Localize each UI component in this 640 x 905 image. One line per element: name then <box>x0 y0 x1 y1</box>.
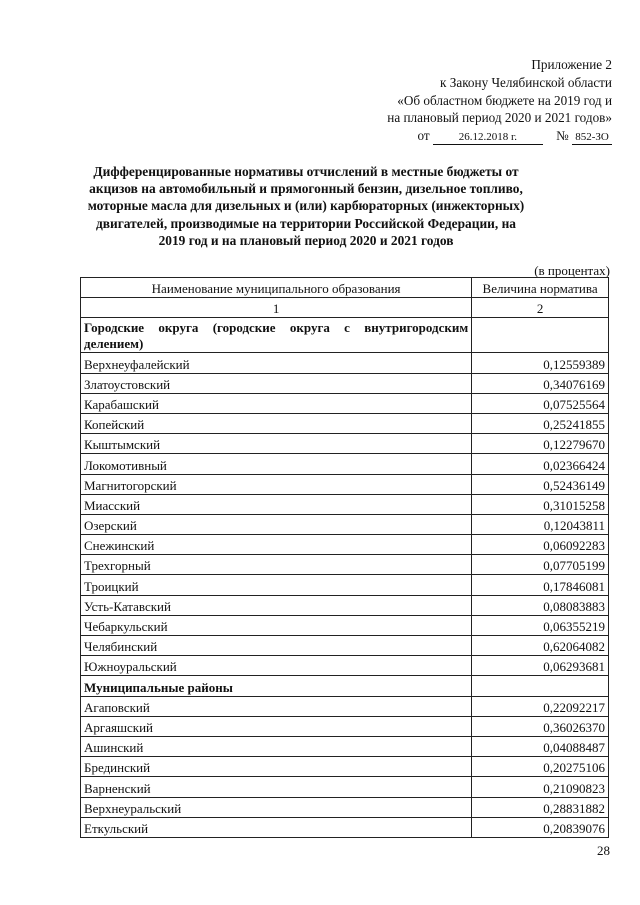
row-value: 0,25241855 <box>472 413 609 433</box>
group-value-empty <box>472 676 609 696</box>
row-value: 0,62064082 <box>472 636 609 656</box>
group-title: Городские округа (городские округа с внутригородским делением) <box>81 318 472 353</box>
appendix-block <box>282 56 612 145</box>
row-name: Копейский <box>81 413 472 433</box>
row-name: Челябинский <box>81 636 472 656</box>
row-value: 0,07705199 <box>472 555 609 575</box>
row-value: 0,34076169 <box>472 373 609 393</box>
header-norm-value: Величина норматива <box>472 278 609 298</box>
row-value: 0,17846081 <box>472 575 609 595</box>
row-name: Озерский <box>81 514 472 534</box>
row-value: 0,08083883 <box>472 595 609 615</box>
order-date: 26.12.2018 г. <box>433 130 543 145</box>
row-name: Чебаркульский <box>81 615 472 635</box>
table-row <box>81 636 609 656</box>
row-value: 0,28831882 <box>472 797 609 817</box>
table-row <box>81 474 609 494</box>
table-row <box>81 777 609 797</box>
row-value: 0,21090823 <box>472 777 609 797</box>
row-value: 0,06092283 <box>472 535 609 555</box>
row-name: Кыштымский <box>81 434 472 454</box>
row-name: Агаповский <box>81 696 472 716</box>
header-municipality: Наименование муниципального образования <box>81 278 472 298</box>
row-name: Аргаяшский <box>81 716 472 736</box>
row-value: 0,22092217 <box>472 696 609 716</box>
table-row <box>81 757 609 777</box>
row-value: 0,04088487 <box>472 736 609 756</box>
table-row <box>81 434 609 454</box>
row-name: Усть-Катавский <box>81 595 472 615</box>
table-row <box>81 575 609 595</box>
table-row <box>81 494 609 514</box>
appendix-law-name-2: на плановый период 2020 и 2021 годов» <box>387 110 612 126</box>
row-value: 0,31015258 <box>472 494 609 514</box>
row-name: Локомотивный <box>81 454 472 474</box>
column-number-row <box>81 298 609 318</box>
group-row-city-districts <box>81 318 609 353</box>
table-row <box>81 454 609 474</box>
row-name: Миасский <box>81 494 472 514</box>
group-row-municipal-districts <box>81 676 609 696</box>
row-value: 0,52436149 <box>472 474 609 494</box>
row-name: Верхнеуральский <box>81 797 472 817</box>
table-row <box>81 393 609 413</box>
table-row <box>81 555 609 575</box>
table-row <box>81 615 609 635</box>
row-name: Еткульский <box>81 817 472 837</box>
table-row <box>81 797 609 817</box>
column-number-2: 2 <box>472 298 609 318</box>
group-title: Муниципальные районы <box>81 676 472 696</box>
table-row <box>81 353 609 373</box>
table-row <box>81 373 609 393</box>
row-name: Снежинский <box>81 535 472 555</box>
page-number: 28 <box>597 843 610 858</box>
row-name: Златоустовский <box>81 373 472 393</box>
norms-table <box>80 277 609 838</box>
appendix-title: Приложение 2 <box>531 57 612 72</box>
row-value: 0,12279670 <box>472 434 609 454</box>
header-row <box>81 278 609 298</box>
table-row <box>81 656 609 676</box>
group-value-empty <box>472 318 609 353</box>
table-row <box>81 535 609 555</box>
number-label: № <box>556 128 569 144</box>
row-name: Варненский <box>81 777 472 797</box>
appendix-law-name-1: «Об областном бюджете на 2019 год и <box>397 92 612 108</box>
row-value: 0,07525564 <box>472 393 609 413</box>
from-label: от <box>417 128 430 144</box>
table-row <box>81 716 609 736</box>
appendix-law: к Закону Челябинской области <box>440 74 612 90</box>
table-row <box>81 736 609 756</box>
row-value: 0,02366424 <box>472 454 609 474</box>
row-name: Магнитогорский <box>81 474 472 494</box>
row-value: 0,20275106 <box>472 757 609 777</box>
table-row <box>81 413 609 433</box>
document-title: Дифференцированные нормативы отчислений в местные бюджеты от акцизов на автомобильный и прямогонный бензин, дизельное топливо, моторные масла для дизельных и (или) карбюраторных (инжекторных) двигателей, производимые на территории Российской Федерации, на 2019 год и на плановый период 2020 и 2021 годов <box>87 164 525 248</box>
table-row <box>81 696 609 716</box>
table-row <box>81 817 609 837</box>
table-row <box>81 595 609 615</box>
row-value: 0,12043811 <box>472 514 609 534</box>
row-name: Трехгорный <box>81 555 472 575</box>
row-name: Ашинский <box>81 736 472 756</box>
row-name: Троицкий <box>81 575 472 595</box>
row-name: Южноуральский <box>81 656 472 676</box>
row-value: 0,20839076 <box>472 817 609 837</box>
order-number: 852-ЗО <box>572 130 612 145</box>
row-name: Брединский <box>81 757 472 777</box>
order-line <box>282 127 612 145</box>
row-name: Карабашский <box>81 393 472 413</box>
row-value: 0,06293681 <box>472 656 609 676</box>
row-value: 0,36026370 <box>472 716 609 736</box>
row-name: Верхнеуфалейский <box>81 353 472 373</box>
column-number-1: 1 <box>81 298 472 318</box>
row-value: 0,06355219 <box>472 615 609 635</box>
unit-note: (в процентах) <box>534 263 610 278</box>
row-value: 0,12559389 <box>472 353 609 373</box>
table-row <box>81 514 609 534</box>
